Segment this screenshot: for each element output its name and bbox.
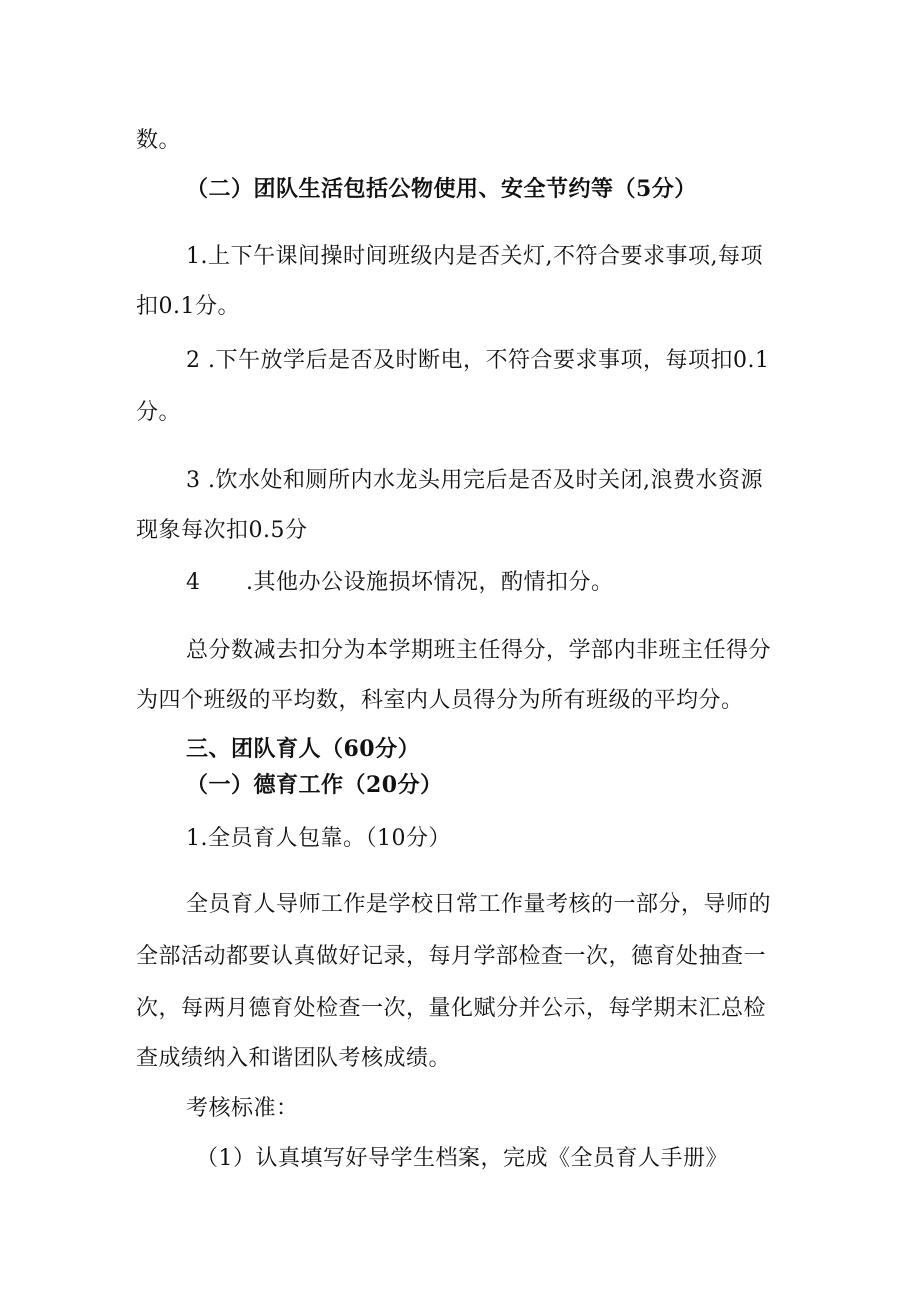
item-2-line-1: 2 .下午放学后是否及时断电，不符合要求事项，每项扣0.1 bbox=[186, 348, 770, 373]
item-4-text: .其他办公设施损坏情况，酌情扣分。 bbox=[246, 570, 614, 595]
mentor-paragraph-line-1: 全员育人导师工作是学校日常工作量考核的一部分，导师的 bbox=[186, 892, 772, 917]
item-1-line-2: 扣0.1分。 bbox=[136, 294, 240, 319]
summary-line-2: 为四个班级的平均数，科室内人员得分为所有班级的平均分。 bbox=[136, 688, 744, 713]
item-all-staff-mentoring: 1.全员育人包靠。（10分） bbox=[186, 826, 451, 851]
item-3-line-2: 现象每次扣0.5分 bbox=[136, 518, 308, 543]
mentor-paragraph-line-3: 次，每两月德育处检查一次，量化赋分并公示，每学期末汇总检 bbox=[136, 996, 767, 1021]
item-2-line-2: 分。 bbox=[136, 400, 182, 425]
criteria-item-1: （1）认真填写好导学生档案，完成《全员育人手册》 bbox=[196, 1146, 728, 1171]
mentor-paragraph-line-4: 查成绩纳入和谐团队考核成绩。 bbox=[136, 1046, 452, 1071]
subsection-heading-moral-education: （一）德育工作（20分） bbox=[186, 772, 443, 798]
section-heading-team-education: 三、团队育人（60分） bbox=[186, 736, 421, 762]
summary-line-1: 总分数减去扣分为本学期班主任得分，学部内非班主任得分 bbox=[186, 638, 772, 663]
section-heading-team-life: （二）团队生活包括公物使用、安全节约等（5分） bbox=[186, 176, 697, 202]
criteria-label: 考核标准： bbox=[186, 1096, 299, 1121]
item-4-number: 4 bbox=[186, 570, 201, 595]
mentor-paragraph-line-2: 全部活动都要认真做好记录，每月学部检查一次，德育处抽查一 bbox=[136, 944, 767, 969]
item-3-line-1: 3 .饮水处和厕所内水龙头用完后是否及时关闭,浪费水资源 bbox=[186, 468, 763, 493]
paragraph-tail-line: 数。 bbox=[136, 128, 182, 153]
item-1-line-1 bbox=[186, 242, 786, 272]
item-1-text: 1.上下午课间操时间班级内是否关灯,不符合要求事项,每项 bbox=[186, 244, 763, 269]
